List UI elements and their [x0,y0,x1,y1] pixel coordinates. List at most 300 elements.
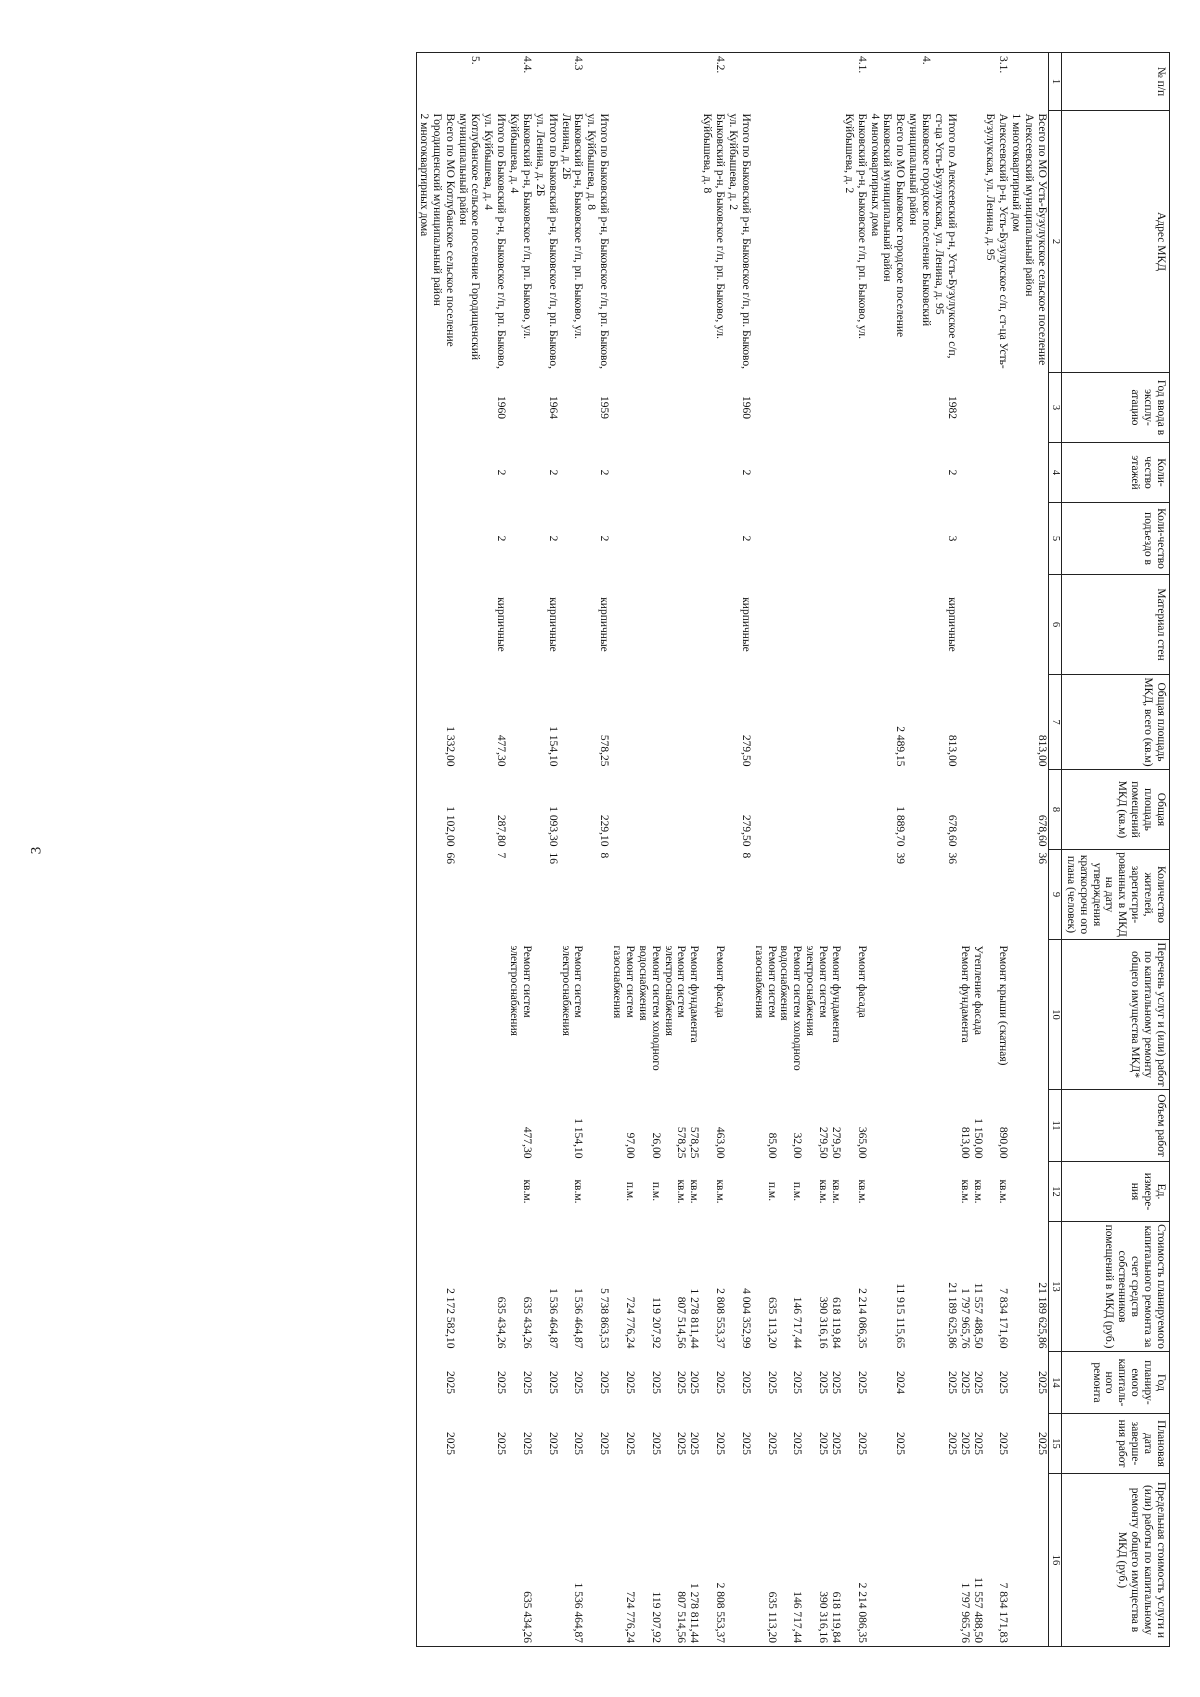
entrances [868,503,881,575]
address: 4 многоквартирных дома [868,113,881,237]
row-number [533,53,559,111]
year-built [688,373,701,443]
residents [958,850,971,940]
completion-date: 2025 [958,1432,971,1455]
total-area: 477,30 [495,734,508,767]
work-type: Ремонт систем газоснабжения [752,945,778,1019]
completion-date: 2025 [546,1432,559,1455]
residents [662,850,688,940]
row-number [971,53,984,111]
planned-cost: 119 207,92 [649,1297,662,1349]
table-row [803,53,829,1647]
year-built: 1960 [495,396,508,419]
planned-cost: 11 915 115,65 [894,1283,907,1349]
address: Всего по МО Котлубанское сельское поселение Городищенский муниципальный район [430,113,456,347]
repair-year: 2025 [572,1371,585,1394]
floors [507,443,533,503]
capital-repair-plan-table-sheet [20,52,1170,1646]
table-row [778,53,804,1647]
work-volume: 463,00 [714,1126,727,1159]
work-volume [417,1090,430,1162]
repair-year [417,1352,430,1414]
row-number [636,53,662,111]
planned-cost: 635 113,20 [765,1297,778,1349]
wall-material [688,575,701,675]
year-built: 1960 [739,396,752,419]
unit [906,1162,932,1222]
entrances [971,503,984,575]
row-number: 4.3 [559,53,585,111]
address: Быковское городское поселение Быковский муниципальный район [907,113,933,327]
year-built: 1964 [546,396,559,419]
wall-material: кирпичные [945,597,958,652]
work-volume [1022,1090,1048,1162]
year-built [906,373,932,443]
wall-material [984,575,1010,675]
row-number [829,53,842,111]
completion-date: 2025 [521,1432,533,1455]
repair-year: 2025 [598,1371,611,1394]
premises-area [829,770,842,850]
column-number: 7 [1049,675,1062,770]
work-volume [868,1090,881,1162]
repair-year: 2025 [495,1371,508,1394]
address [662,111,688,373]
table-row [1022,53,1048,1647]
repair-year: 2025 [765,1371,778,1394]
entrances [456,503,482,575]
wall-material [662,575,688,675]
unit: п.м. [791,1181,804,1202]
column-header: Коли-чество этажей [1062,443,1170,503]
repair-year: 2025 [945,1371,958,1394]
work-volume: 365,00 [855,1126,868,1159]
total-area [778,675,804,770]
column-header: Плановая дата заверше-ния работ [1062,1414,1170,1474]
work-type: Ремонт систем электроснабжения [559,945,585,1036]
table-row [958,53,971,1647]
column-header: Ед. измере-ния [1062,1162,1170,1222]
work-volume [482,1090,508,1162]
table-row [971,53,984,1647]
address: Быковский р-н, Быковское г/п, рп. Быково, ул. Ленина, д. 2Б [559,113,585,339]
max-cost [456,1474,482,1647]
residents [559,850,585,940]
row-number [726,53,752,111]
work-type: Ремонт систем холодного водоснабжения [778,945,804,1071]
wall-material [700,575,726,675]
column-number: 14 [1049,1352,1062,1414]
premises-area [610,770,636,850]
total-area [610,675,636,770]
unit [932,1162,958,1222]
table-row [932,53,958,1647]
work-volume: 813,00 [958,1126,971,1159]
planned-cost: 5 738 863,53 [598,1288,611,1349]
address [688,111,701,373]
work-volume [430,1090,456,1162]
floors: 2 [945,469,958,476]
work-volume: 26,00 [649,1132,662,1159]
table-row [610,53,636,1647]
work-volume [533,1090,559,1162]
row-number [1009,53,1022,111]
year-built [881,373,907,443]
entrances: 2 [546,535,559,542]
address [971,111,984,373]
column-header: Объем работ [1062,1090,1170,1162]
row-number: 3.1. [984,53,1010,111]
work-volume: 97,00 [624,1132,636,1159]
repair-year [1009,1352,1022,1414]
entrances: 2 [495,535,508,542]
planned-cost [417,1222,430,1352]
work-volume: 32,00 [791,1132,804,1159]
premises-area: 279,50 [739,814,752,847]
entrances [752,503,778,575]
work-type: Ремонт систем электроснабжения [508,945,533,1036]
column-header: Количество жителей, зарегистри-рованных в МКД на дату утверждения краткосрочн ого плана (человек) [1062,850,1170,940]
entrances [1022,503,1048,575]
floors [1022,443,1048,503]
residents [507,850,533,940]
wall-material [971,575,984,675]
year-built [1009,373,1022,443]
residents: 7 [495,852,508,859]
work-type [932,940,958,1090]
address [803,111,829,373]
max-cost [1009,1474,1022,1647]
premises-area [456,770,482,850]
table-row [456,53,482,1647]
work-volume [881,1090,907,1162]
unit: кв.м. [675,1179,688,1204]
planned-cost: 1 536 464,87 [546,1288,559,1349]
wall-material [881,575,907,675]
premises-area [971,770,984,850]
wall-material [430,575,456,675]
wall-material [417,575,430,675]
work-type [417,940,430,1090]
max-cost [533,1474,559,1647]
max-cost: 390 316,16 [803,1474,829,1647]
column-number: 8 [1049,770,1062,850]
residents [778,850,804,940]
year-built [417,373,430,443]
entrances [958,503,971,575]
repair-year: 2024 [894,1371,907,1394]
unit [868,1162,881,1222]
work-type [1009,940,1022,1090]
premises-area [984,770,1010,850]
row-number [482,53,508,111]
year-built [829,373,842,443]
unit: кв.м. [997,1179,1010,1204]
address: Быковский р-н, Быковское г/п, рп. Быково, ул. Куйбышева, д. 2 [842,113,868,339]
row-number [778,53,804,111]
repair-year: 2025 [817,1371,830,1394]
wall-material [906,575,932,675]
year-built [752,373,778,443]
unit: кв.м. [971,1179,984,1204]
premises-area [700,770,726,850]
floors [700,443,726,503]
premises-area: 287,80 [495,814,508,847]
entrances [778,503,804,575]
premises-area: 1 093,30 [546,806,559,847]
wall-material [1022,575,1048,675]
repair-year: 2025 [855,1371,868,1394]
planned-cost: 2 172 582,10 [443,1288,456,1349]
address: Итого по Быковский р-н, Быковское г/п, рп. Быково, ул. Куйбышева, д. 2 [727,113,752,370]
address [778,111,804,373]
row-number [1022,53,1048,111]
work-type [1022,940,1048,1090]
year-built [610,373,636,443]
repair-year: 2025 [739,1371,752,1394]
work-type [906,940,932,1090]
max-cost [1022,1474,1048,1647]
unit: кв.м. [572,1179,585,1204]
premises-area: 229,10 [598,814,611,847]
work-volume [1009,1090,1022,1162]
table-row [662,53,688,1647]
unit: п.м. [765,1181,778,1202]
work-type [430,940,456,1090]
work-type: Ремонт систем электроснабжения [804,945,830,1036]
premises-area: 1 102,00 [443,806,456,847]
planned-cost: 390 316,16 [817,1296,830,1349]
floors [417,443,430,503]
completion-date: 2025 [688,1432,701,1455]
row-number [932,53,958,111]
total-area [958,675,971,770]
entrances [688,503,701,575]
total-area: 1 154,10 [546,726,559,767]
address: Алексеевский р-н, Усть-Бузулукское с/п, ст-ца Усть-Бузулукская, ул. Ленина, д. 95 [984,113,1010,369]
total-area: 279,50 [739,734,752,767]
total-area [636,675,662,770]
completion-date: 2025 [894,1432,907,1455]
repair-year: 2025 [688,1371,701,1394]
work-volume: 85,00 [765,1132,778,1159]
unit: кв.м. [817,1179,830,1204]
entrances [559,503,585,575]
completion-date: 2025 [572,1432,585,1455]
wall-material [803,575,829,675]
residents [803,850,829,940]
premises-area: 678,60 [1036,814,1048,847]
max-cost [417,1474,430,1647]
completion-date: 2025 [675,1432,688,1455]
wall-material [1009,575,1022,675]
year-built [507,373,533,443]
address: Быковский р-н, Быковское г/п, рп. Быково, ул. Куйбышева, д. 4 [508,113,533,339]
table-row [636,53,662,1647]
unit [417,1162,430,1222]
address: 2 многоквартирных дома [417,111,430,373]
premises-area [868,770,881,850]
column-number: 12 [1049,1162,1062,1222]
column-header: Предельная стоимость услуги и (или) работы по капитальному ремонту общего имущества в МКД (руб.) [1062,1474,1170,1647]
planned-cost: 146 717,44 [791,1296,804,1349]
entrances: 2 [598,535,611,542]
column-number: 4 [1049,443,1062,503]
floors [1009,443,1022,503]
residents [842,850,868,940]
total-area [803,675,829,770]
residents [456,850,482,940]
year-built [430,373,456,443]
floors [688,443,701,503]
residents: 8 [598,852,611,859]
unit [585,1162,611,1222]
work-type [482,940,508,1090]
repair-year: 2025 [1036,1371,1048,1394]
premises-area [803,770,829,850]
row-number [662,53,688,111]
floors [984,443,1010,503]
planned-cost: 1 278 811,44 [688,1288,701,1349]
repair-year [456,1352,482,1414]
work-volume: 578,25 [675,1126,688,1159]
year-built [971,373,984,443]
total-area [700,675,726,770]
max-cost: 1 797 965,76 [958,1474,971,1647]
year-built: 1959 [598,396,611,419]
total-area [456,675,482,770]
floors [906,443,932,503]
column-number: 15 [1049,1414,1062,1474]
unit [1009,1162,1022,1222]
max-cost: 635 434,26 [507,1474,533,1647]
completion-date [417,1414,430,1474]
column-number: 6 [1049,575,1062,675]
repair-year: 2025 [997,1371,1010,1394]
address [636,111,662,373]
address: Быковский р-н, Быковское г/п, рп. Быково, ул. Куйбышева, д. 8 [701,113,727,339]
premises-area [417,770,430,850]
work-type: Ремонт фундамента [958,945,971,1043]
entrances [984,503,1010,575]
wall-material [829,575,842,675]
work-volume [932,1090,958,1162]
column-header: Перечень услуг и (или) работ по капитальному ремонту общего имущества МКД* [1062,940,1170,1090]
floors [958,443,971,503]
row-number [585,53,611,111]
wall-material [610,575,636,675]
row-number [417,53,430,111]
residents [688,850,701,940]
row-number [881,53,907,111]
work-volume: 578,25 [688,1126,701,1159]
residents [906,850,932,940]
address [829,111,842,373]
premises-area [842,770,868,850]
repair-year [868,1352,881,1414]
floors [778,443,804,503]
repair-year: 2025 [830,1371,842,1394]
wall-material: кирпичные [546,597,559,652]
max-cost: 807 514,56 [662,1474,688,1647]
completion-date: 2025 [945,1432,958,1455]
year-built [636,373,662,443]
premises-area [636,770,662,850]
floors: 2 [495,469,508,476]
year-built [842,373,868,443]
residents: 16 [546,852,559,864]
floors [881,443,907,503]
column-header: Общая площадь МКД, всего (кв.м) [1062,675,1170,770]
total-area [662,675,688,770]
residents [752,850,778,940]
table-row [726,53,752,1647]
completion-date: 2025 [714,1432,727,1455]
floors [868,443,881,503]
work-type: Ремонт фундамента [830,945,842,1043]
work-type: Ремонт фасада [714,945,727,1018]
floors [456,443,482,503]
residents [1009,850,1022,940]
table-row [430,53,456,1647]
unit: п.м. [624,1181,636,1202]
table-row [417,53,430,1647]
premises-area [559,770,585,850]
table-row [533,53,559,1647]
premises-area [958,770,971,850]
total-area: 578,25 [598,734,611,767]
residents [971,850,984,940]
repair-year [906,1352,932,1414]
unit: кв.м. [521,1179,533,1204]
work-volume [456,1090,482,1162]
premises-area [662,770,688,850]
floors: 2 [546,469,559,476]
column-number: 16 [1049,1474,1062,1647]
repair-year: 2025 [714,1371,727,1394]
wall-material [636,575,662,675]
wall-material [868,575,881,675]
premises-area: 678,60 [945,814,958,847]
premises-area: 1 889,70 [894,806,907,847]
max-cost: 1 536 464,87 [559,1474,585,1647]
unit [726,1162,752,1222]
planned-cost: 4 004 352,99 [739,1288,752,1349]
wall-material [507,575,533,675]
planned-cost: 724 776,24 [624,1296,636,1349]
premises-area [752,770,778,850]
floors [829,443,842,503]
entrances [881,503,907,575]
residents: 8 [739,852,752,859]
premises-area [778,770,804,850]
max-cost: 2 214 086,35 [842,1474,868,1647]
planned-cost [868,1222,881,1352]
floors [752,443,778,503]
address [958,111,971,373]
work-volume [726,1090,752,1162]
total-area: 1 332,00 [443,726,456,767]
residents [829,850,842,940]
work-type: Ремонт систем газоснабжения [611,945,636,1019]
residents [610,850,636,940]
year-built [778,373,804,443]
year-built [559,373,585,443]
repair-year: 2025 [649,1371,662,1394]
table-row [906,53,932,1647]
entrances [507,503,533,575]
work-type: Ремонт крыши (скатная) [997,945,1010,1066]
